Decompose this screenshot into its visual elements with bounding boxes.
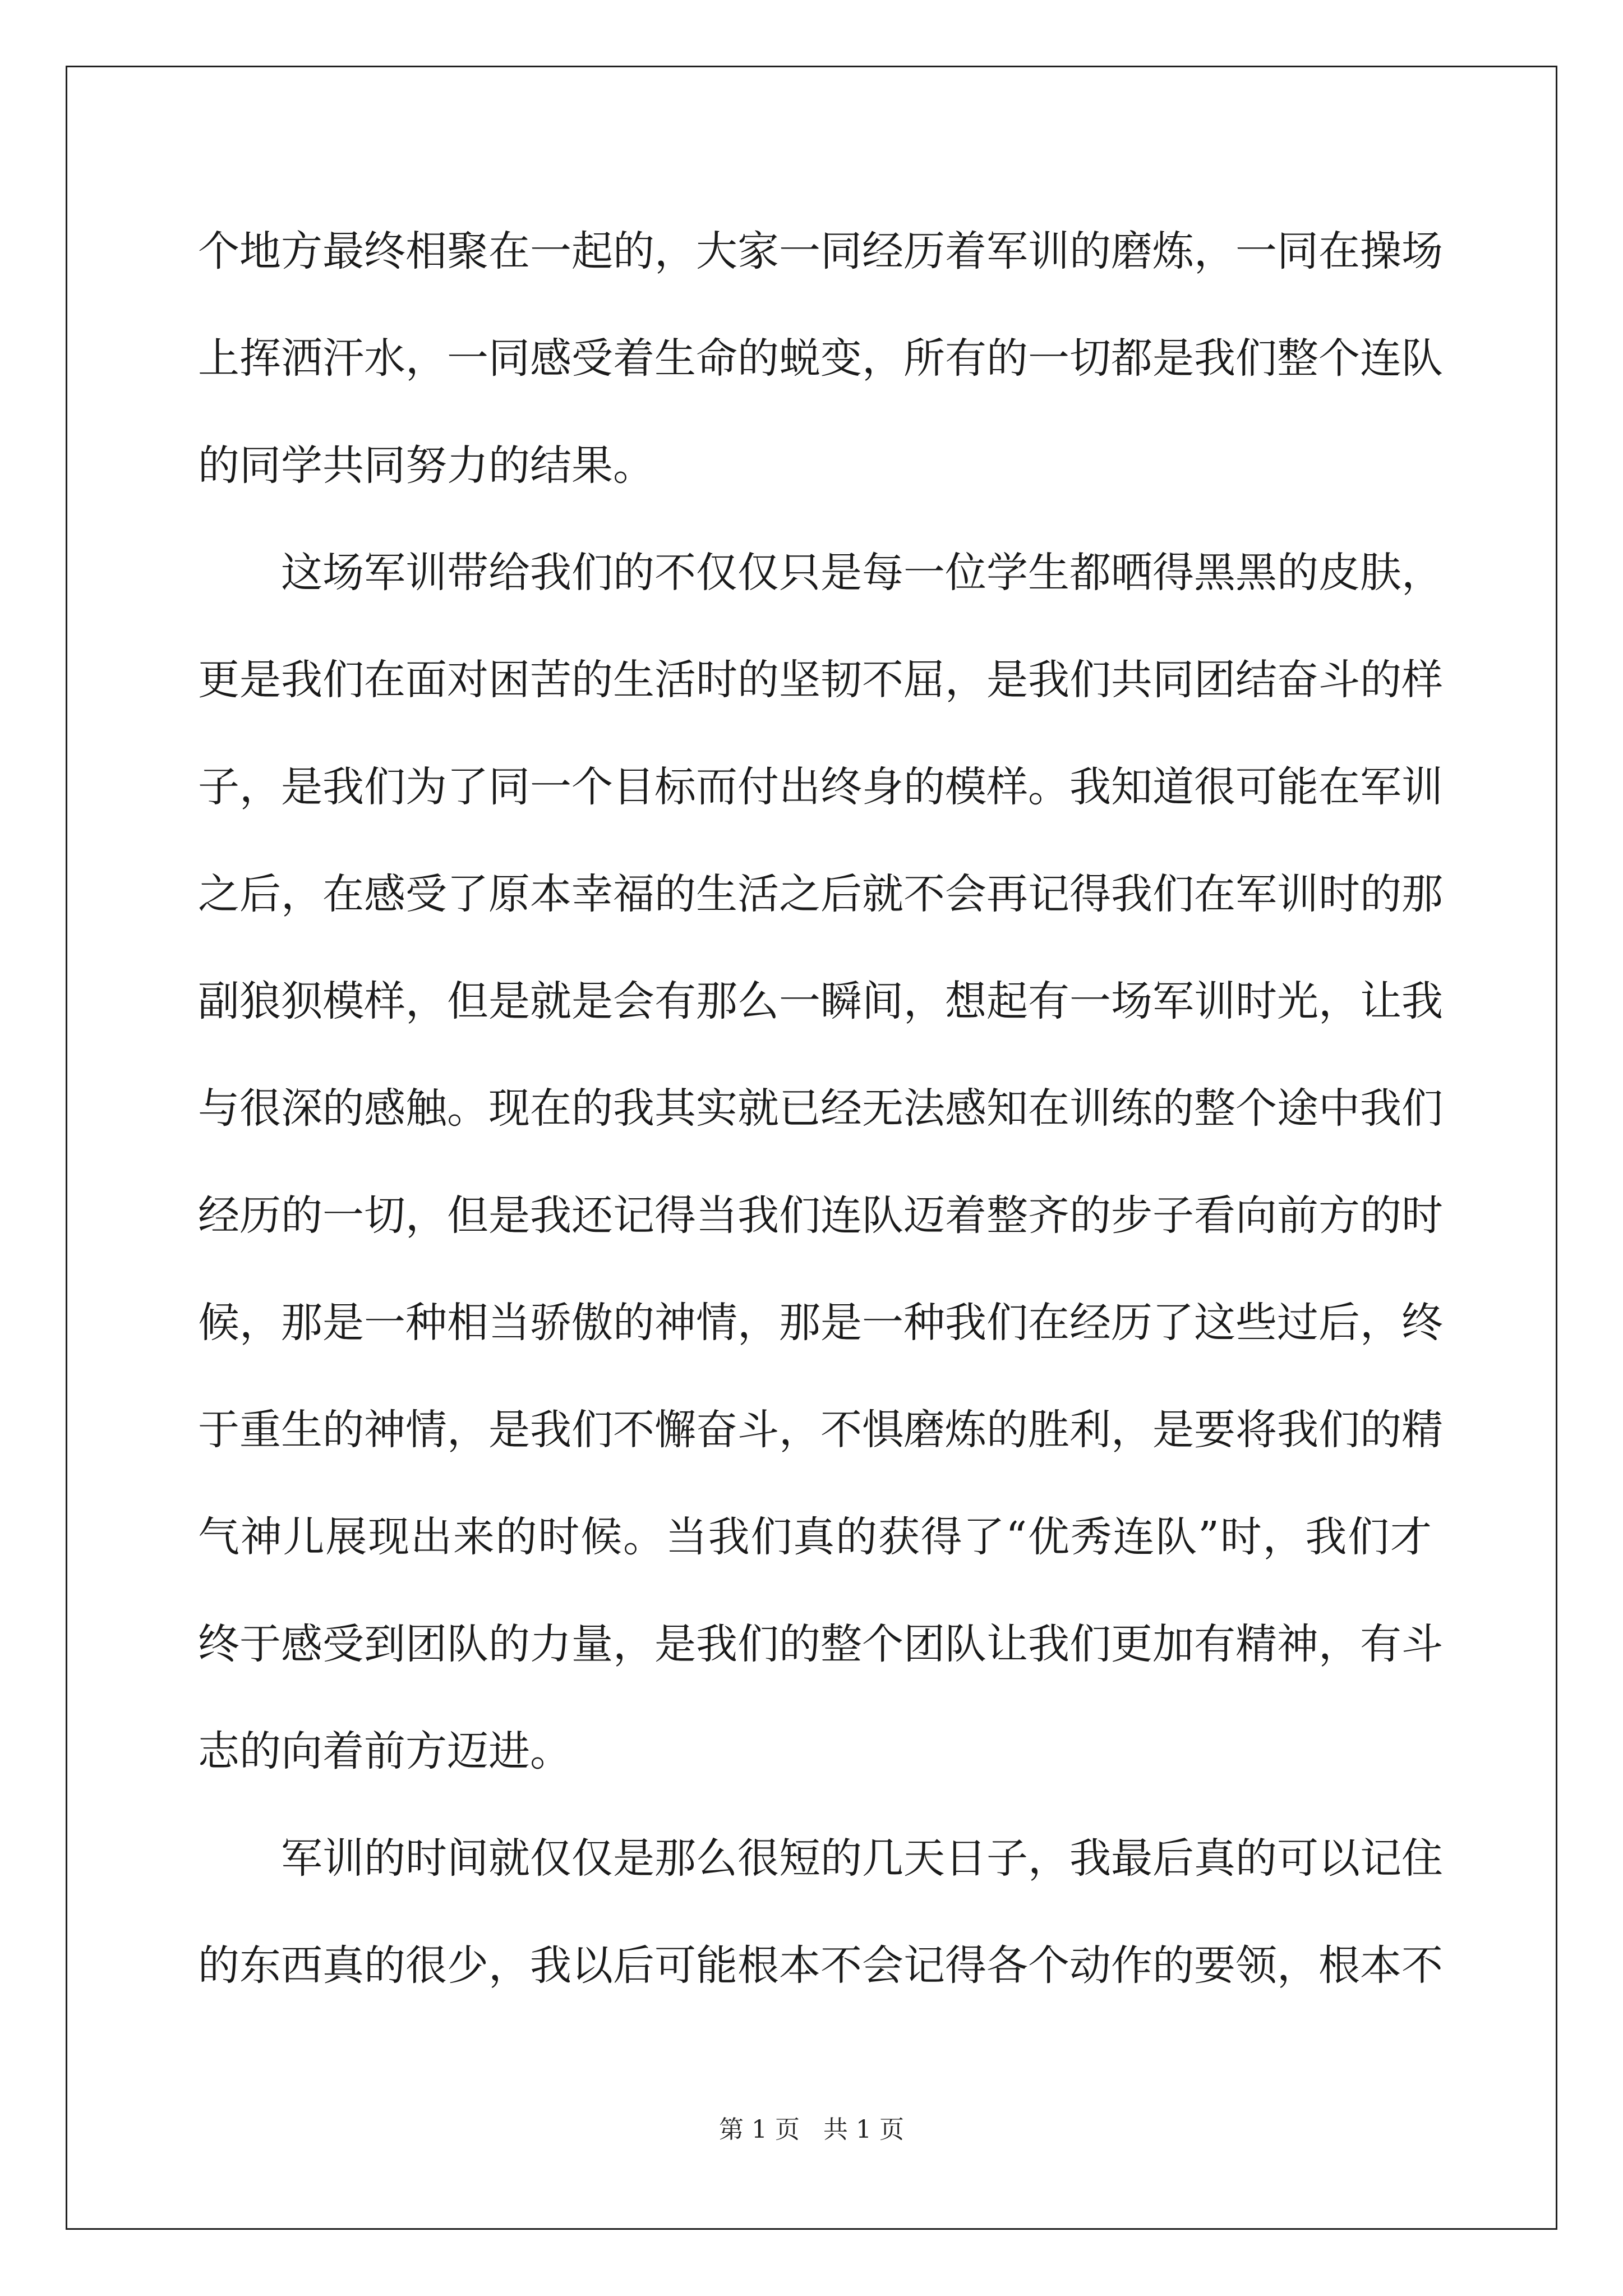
text-line: 与很深的感触。现在的我其实就已经无法感知在训练的整个途中我们: [198, 1084, 1443, 1133]
text-line: 副狼狈模样，但是就是会有那么一瞬间，想起有一场军训时光，让我: [198, 977, 1443, 1025]
text-line: 的东西真的很少，我以后可能根本不会记得各个动作的要领，根本不: [198, 1941, 1443, 1990]
text-line: 经历的一切，但是我还记得当我们连队迈着整齐的步子看向前方的时: [198, 1191, 1443, 1240]
text-line: 终于感受到团队的力量，是我们的整个团队让我们更加有精神，有斗: [198, 1620, 1443, 1668]
text-line: 更是我们在面对困苦的生活时的坚韧不屈，是我们共同团结奋斗的样: [198, 656, 1443, 704]
text-line: 气神儿展现出来的时候。当我们真的获得了“优秀连队”时，我们才: [198, 1513, 1432, 1561]
text-line: 于重生的神情，是我们不懈奋斗，不惧磨炼的胜利，是要将我们的精: [198, 1406, 1443, 1454]
text-line: 这场军训带给我们的不仅仅只是每一位学生都晒得黑黑的皮肤，: [281, 549, 1443, 597]
text-line: 候，那是一种相当骄傲的神情，那是一种我们在经历了这些过后，终: [198, 1299, 1443, 1347]
body-text: [198, 223, 1443, 2045]
text-line: 志的向着前方迈进。: [198, 1727, 571, 1775]
text-line: 之后，在感受了原本幸福的生活之后就不会再记得我们在军训时的那: [198, 870, 1443, 918]
text-line: 军训的时间就仅仅是那么很短的几天日子，我最后真的可以记住: [281, 1834, 1443, 1883]
text-line: 的同学共同努力的结果。: [198, 441, 654, 490]
text-line: 上挥洒汗水，一同感受着生命的蜕变，所有的一切都是我们整个连队: [198, 334, 1443, 383]
page-footer: 第 1 页 共 1 页: [719, 2115, 904, 2144]
text-line: 个地方最终相聚在一起的，大家一同经历着军训的磨炼，一同在操场: [198, 227, 1443, 275]
text-line: 子，是我们为了同一个目标而付出终身的模样。我知道很可能在军训: [198, 763, 1443, 811]
